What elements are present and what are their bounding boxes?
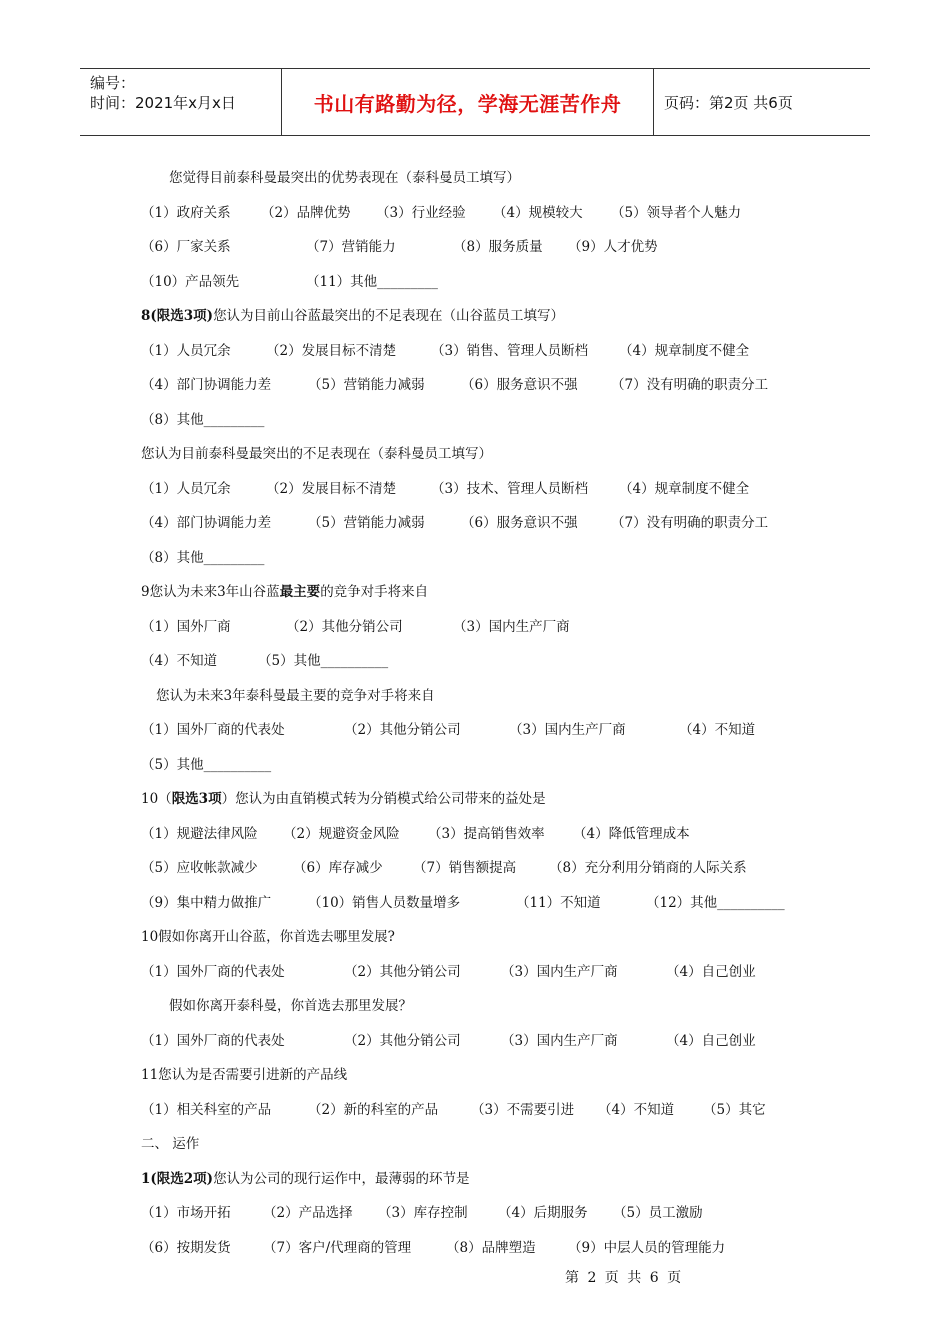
page-header bbox=[80, 68, 870, 136]
option-row bbox=[141, 237, 841, 272]
option-row bbox=[141, 548, 841, 583]
answer-option: （3）国内生产厂商 bbox=[453, 618, 570, 635]
answer-option: （5）其它 bbox=[703, 1101, 766, 1118]
answer-option: （12）其他__________ bbox=[646, 894, 785, 911]
answer-option: （1）人员冗余 bbox=[141, 480, 231, 497]
text-segment: 假如你离开泰科曼，你首选去那里发展？ bbox=[169, 998, 412, 1014]
answer-option: （1）国外厂商的代表处 bbox=[141, 963, 285, 980]
text-segment: 您认为目前泰科曼最突出的不足表现在（泰科曼员工填写） bbox=[141, 446, 492, 462]
question-text bbox=[141, 1134, 841, 1169]
answer-option: （7）营销能力 bbox=[306, 239, 396, 255]
answer-option: （7）没有明确的职责分工 bbox=[611, 515, 769, 531]
answer-option: （1）相关科室的产品 bbox=[141, 1101, 272, 1118]
text-segment: 最主要 bbox=[279, 584, 321, 600]
document-body bbox=[141, 168, 841, 1272]
answer-option: （3）国内生产厂商 bbox=[501, 1032, 618, 1049]
number-label: 编号： bbox=[90, 74, 136, 92]
text-segment: 8(限选3项) bbox=[141, 308, 214, 324]
question-text bbox=[141, 1169, 841, 1204]
answer-option: （2）新的科室的产品 bbox=[308, 1101, 439, 1118]
answer-option: （9）中层人员的管理能力 bbox=[568, 1239, 726, 1256]
header-meta bbox=[80, 69, 282, 135]
answer-option: （4）自己创业 bbox=[666, 1032, 756, 1049]
answer-option: （2）发展目标不清楚 bbox=[266, 342, 397, 359]
answer-option: （3）不需要引进 bbox=[471, 1101, 575, 1118]
answer-option: （7）客户/代理商的管理 bbox=[263, 1239, 412, 1256]
answer-option: （8）其他_________ bbox=[141, 549, 265, 566]
answer-option: （3）提高销售效率 bbox=[428, 825, 545, 842]
text-segment: 限选3项 bbox=[171, 791, 222, 807]
option-row bbox=[141, 617, 841, 652]
question-text bbox=[141, 789, 841, 824]
question-text bbox=[141, 686, 841, 721]
question-text bbox=[141, 1065, 841, 1100]
answer-option: （5）员工激励 bbox=[613, 1205, 703, 1221]
header-motto: 书山有路勤为径，学海无涯苦作舟 bbox=[282, 69, 654, 135]
answer-option: （10）产品领先 bbox=[141, 273, 240, 290]
answer-option: （1）规避法律风险 bbox=[141, 825, 258, 842]
option-row bbox=[141, 203, 841, 238]
answer-option: （7）没有明确的职责分工 bbox=[611, 377, 769, 393]
text-segment: 您认为公司的现行运作中，最薄弱的环节是 bbox=[213, 1170, 470, 1187]
question-text bbox=[141, 306, 841, 341]
question-text bbox=[141, 168, 841, 203]
text-segment: 您认为未来3年泰科曼最主要的竞争对手将来自 bbox=[156, 687, 435, 704]
answer-option: （5）应收帐款减少 bbox=[141, 860, 258, 876]
option-row bbox=[141, 962, 841, 997]
answer-option: （3）技术、管理人员断档 bbox=[431, 480, 589, 497]
option-row bbox=[141, 651, 841, 686]
answer-option: （2）其他分销公司 bbox=[344, 722, 461, 738]
option-row bbox=[141, 858, 841, 893]
answer-option: （1）政府关系 bbox=[141, 204, 231, 221]
question-text bbox=[141, 996, 841, 1031]
answer-option: （2）产品选择 bbox=[263, 1205, 353, 1221]
answer-option: （5）其他__________ bbox=[258, 653, 389, 669]
text-segment: 10（ bbox=[141, 791, 172, 807]
answer-option: （2）发展目标不清楚 bbox=[266, 480, 397, 497]
answer-option: （1）国外厂商的代表处 bbox=[141, 1032, 285, 1049]
answer-option: （5）营销能力减弱 bbox=[308, 515, 425, 531]
answer-option: （4）后期服务 bbox=[498, 1205, 588, 1221]
answer-option: （4）不知道 bbox=[679, 722, 756, 738]
answer-option: （1）人员冗余 bbox=[141, 342, 231, 359]
answer-option: （11）其他_________ bbox=[306, 273, 438, 290]
answer-option: （6）按期发货 bbox=[141, 1239, 231, 1256]
answer-option: （2）其他分销公司 bbox=[286, 618, 403, 635]
answer-option: （1）国外厂商 bbox=[141, 618, 231, 635]
text-segment: 9您认为未来3年山谷蓝 bbox=[141, 584, 280, 600]
option-row bbox=[141, 1203, 841, 1238]
answer-option: （8）服务质量 bbox=[453, 239, 543, 255]
text-segment: 1(限选2项) bbox=[141, 1170, 214, 1187]
answer-option: （4）不知道 bbox=[598, 1101, 675, 1118]
option-row bbox=[141, 513, 841, 548]
text-segment: 的竞争对手将来自 bbox=[320, 584, 429, 600]
answer-option: （8）充分利用分销商的人际关系 bbox=[549, 860, 747, 876]
option-row bbox=[141, 893, 841, 928]
answer-option: （9）集中精力做推广 bbox=[141, 894, 272, 911]
answer-option: （4）部门协调能力差 bbox=[141, 515, 272, 531]
option-row bbox=[141, 1100, 841, 1135]
answer-option: （4）自己创业 bbox=[666, 963, 756, 980]
question-text bbox=[141, 444, 841, 479]
date-label: 时间：2021年x月x日 bbox=[90, 94, 236, 112]
text-segment: 10假如你离开山谷蓝，你首选去哪里发展? bbox=[141, 929, 395, 945]
answer-option: （1）市场开拓 bbox=[141, 1205, 231, 1221]
text-segment: ）您认为由直销模式转为分销模式给公司带来的益处是 bbox=[221, 791, 546, 807]
answer-option: （4）规模较大 bbox=[493, 204, 583, 221]
answer-option: （11）不知道 bbox=[516, 894, 601, 911]
option-row bbox=[141, 479, 841, 514]
option-row bbox=[141, 341, 841, 376]
option-row bbox=[141, 1031, 841, 1066]
option-row bbox=[141, 375, 841, 410]
answer-option: （1）国外厂商的代表处 bbox=[141, 722, 285, 738]
page-footer: 第 2 页 共 6 页 bbox=[565, 1270, 684, 1286]
answer-option: （4）不知道 bbox=[141, 653, 218, 669]
answer-option: （4）部门协调能力差 bbox=[141, 377, 272, 393]
answer-option: （8）其他_________ bbox=[141, 411, 265, 428]
answer-option: （6）库存减少 bbox=[293, 860, 383, 876]
answer-option: （2）其他分销公司 bbox=[344, 963, 461, 980]
option-row bbox=[141, 1238, 841, 1273]
answer-option: （6）服务意识不强 bbox=[461, 377, 578, 393]
text-segment: 二、 运作 bbox=[141, 1136, 200, 1152]
answer-option: （3）销售、管理人员断档 bbox=[431, 342, 589, 359]
answer-option: （5）其他__________ bbox=[141, 756, 272, 773]
header-page-label: 页码：第2页 共6页 bbox=[664, 93, 793, 112]
answer-option: （3）国内生产厂商 bbox=[509, 722, 626, 738]
text-segment: 11您认为是否需要引进新的产品线 bbox=[141, 1067, 348, 1083]
answer-option: （4）降低管理成本 bbox=[573, 825, 690, 842]
answer-option: （5）营销能力减弱 bbox=[308, 377, 425, 393]
answer-option: （9）人才优势 bbox=[568, 239, 658, 255]
option-row bbox=[141, 410, 841, 445]
answer-option: （3）行业经验 bbox=[376, 204, 466, 221]
option-row bbox=[141, 824, 841, 859]
text-segment: 您认为目前山谷蓝最突出的不足表现在（山谷蓝员工填写） bbox=[213, 308, 565, 324]
option-row bbox=[141, 272, 841, 307]
answer-option: （6）厂家关系 bbox=[141, 239, 231, 255]
option-row bbox=[141, 720, 841, 755]
answer-option: （4）规章制度不健全 bbox=[619, 480, 750, 497]
answer-option: （4）规章制度不健全 bbox=[619, 342, 750, 359]
answer-option: （3）库存控制 bbox=[378, 1205, 468, 1221]
answer-option: （7）销售额提高 bbox=[413, 860, 517, 876]
answer-option: （2）规避资金风险 bbox=[283, 825, 400, 842]
question-text bbox=[141, 582, 841, 617]
answer-option: （10）销售人员数量增多 bbox=[308, 894, 461, 911]
answer-option: （2）其他分销公司 bbox=[344, 1032, 461, 1049]
answer-option: （3）国内生产厂商 bbox=[501, 963, 618, 980]
answer-option: （5）领导者个人魅力 bbox=[611, 204, 742, 221]
answer-option: （2）品牌优势 bbox=[261, 204, 351, 221]
text-segment: 您觉得目前泰科曼最突出的优势表现在（泰科曼员工填写） bbox=[169, 170, 520, 186]
answer-option: （8）品牌塑造 bbox=[446, 1239, 536, 1256]
answer-option: （6）服务意识不强 bbox=[461, 515, 578, 531]
option-row bbox=[141, 755, 841, 790]
question-text bbox=[141, 927, 841, 962]
